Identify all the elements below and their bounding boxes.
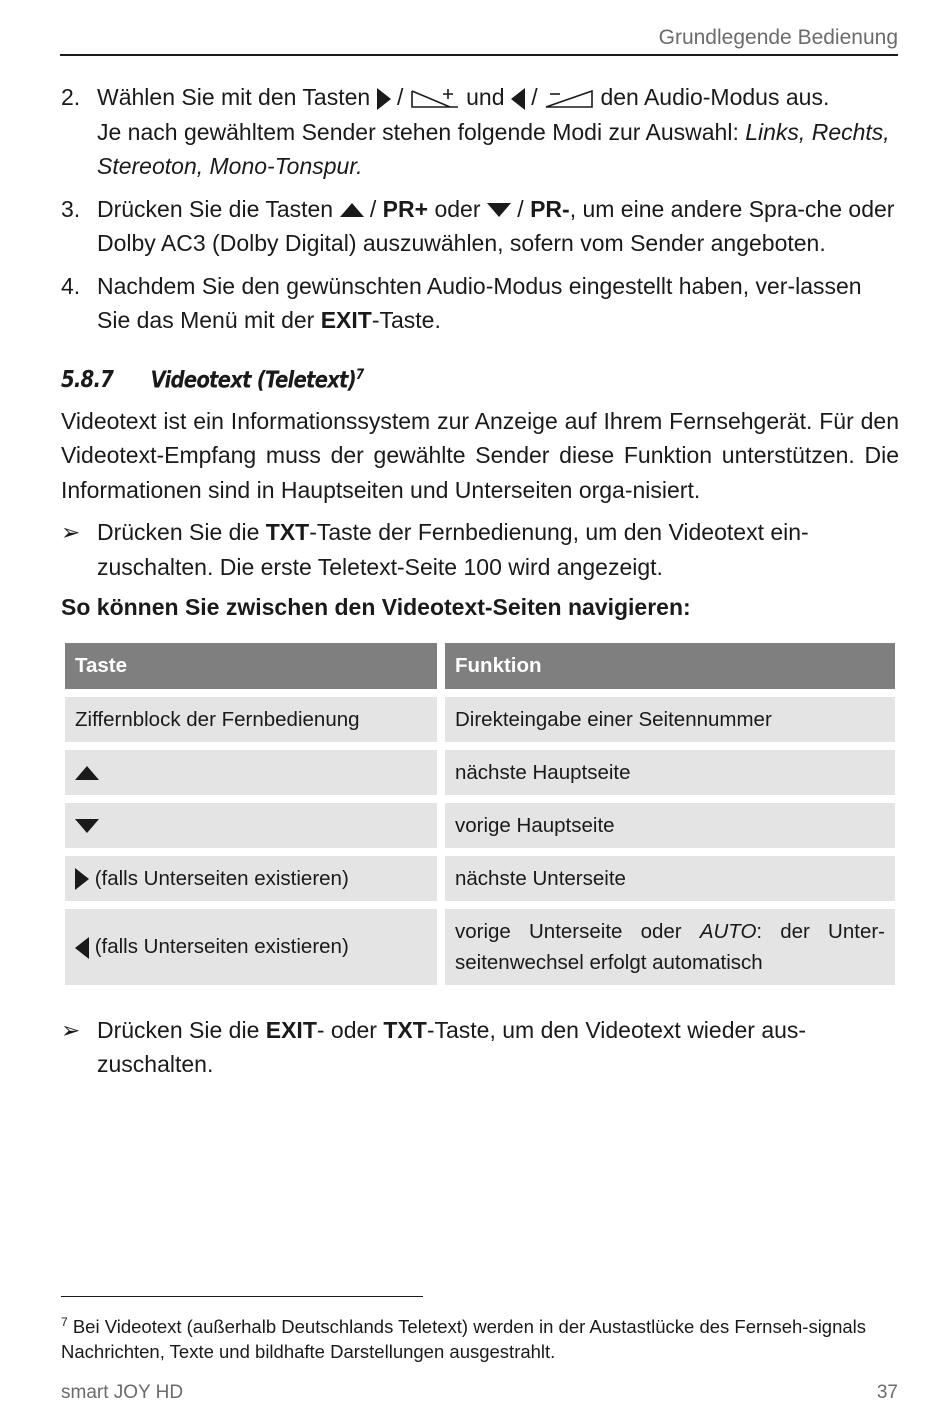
step-2 (61, 80, 899, 184)
key-cell (65, 750, 437, 795)
volume-down-icon (544, 87, 594, 111)
bullet-txt (61, 515, 899, 584)
footnote-ref: 7 (355, 366, 364, 383)
step-number: 3. (61, 195, 81, 222)
table-row (65, 750, 895, 795)
footnote (61, 1310, 891, 1364)
section-title: Videotext (Teletext) (150, 367, 356, 394)
table-row (65, 856, 895, 901)
right-triangle-icon (75, 868, 89, 890)
key-cell (65, 803, 437, 848)
bullet-exit (61, 1013, 899, 1082)
step-number: 2. (61, 84, 81, 110)
key-label: EXIT (320, 307, 372, 333)
bullet-text: Drücken Sie die (97, 519, 260, 546)
arrow-bullet-icon: ➢ (61, 1016, 81, 1043)
step-text: Wählen Sie mit den Tasten (97, 84, 371, 110)
step-text: -Taste. (371, 307, 441, 333)
function-cell (445, 909, 895, 985)
key-cell (65, 909, 437, 985)
bullet-text: - oder (316, 1016, 377, 1043)
step-text: Nachdem Sie den gewünschten Audio-Modus eingestellt haben, ver-lassen Sie das Menü mit der (97, 272, 862, 333)
key-note: (falls Unterseiten existieren) (94, 935, 349, 959)
function-cell: vorige Hauptseite (445, 803, 895, 848)
function-cell: Direkteingabe einer Seitennummer (445, 697, 895, 742)
section-number: 5.8.7 (61, 367, 114, 394)
step-text: den Audio-Modus aus. (600, 84, 830, 110)
footnote-divider (61, 1296, 423, 1297)
separator: / (517, 195, 524, 222)
key-cell (65, 856, 437, 901)
step-text: und (466, 84, 505, 110)
auto-label: AUTO (699, 919, 757, 943)
table-row (65, 697, 895, 742)
key-label: PR+ (382, 195, 429, 222)
function-text: vorige Unterseite oder (455, 919, 682, 943)
intro-paragraph: Videotext ist ein Informationssystem zur Anzeige auf Ihrem Fernsehgerät. Für den Videotext-Empfang muss der gewählte Sender diese Funktion unterstützen. Die Informationen sind in Hauptseiten und Unterseiten orga-nisiert. (61, 407, 899, 503)
page-header (60, 24, 898, 56)
key-label: EXIT (265, 1016, 317, 1043)
bullet-text: -Taste der Fernbedienung, um den Videotext ein-zuschalten. Die erste Teletext-Seite 100 wird angezeigt. (97, 519, 809, 580)
step-text: , um eine andere Spra-che oder Dolby AC3 (Dolby Digital) auszuwählen, sofern vom Sender angeboten. (97, 195, 895, 256)
page-content (61, 80, 899, 1082)
function-cell: nächste Unterseite (445, 856, 895, 901)
key-label: TXT (265, 519, 310, 546)
page-number: 37 (876, 1382, 898, 1403)
step-text: Drücken Sie die Tasten (97, 195, 334, 222)
up-triangle-icon (340, 203, 364, 217)
key-cell: Ziffernblock der Fernbedienung (65, 697, 437, 742)
separator: / (369, 195, 377, 222)
footnote-text: Bei Videotext (außerhalb Deutschlands Teletext) werden in der Austastlücke des Fernseh-signals Nachrichten, Texte und bildhafte Darstellungen ausgestrahlt. (61, 1316, 867, 1363)
function-cell: nächste Hauptseite (445, 750, 895, 795)
subheading: So können Sie zwischen den Videotext-Seiten navigieren: (61, 594, 691, 621)
down-triangle-icon (75, 819, 99, 833)
header-title: Grundlegende Bedienung (658, 26, 898, 49)
key-label: PR- (530, 195, 570, 222)
navigation-table (57, 635, 903, 993)
separator: / (396, 84, 404, 110)
up-triangle-icon (75, 766, 99, 780)
function-text: : der Unter-seitenwechsel erfolgt automatisch (455, 919, 886, 974)
left-triangle-icon (511, 88, 525, 110)
table-header-row (65, 643, 895, 689)
left-triangle-icon (75, 937, 89, 959)
table-row (65, 909, 895, 985)
audio-modes: Links, Rechts, Stereoton, Mono-Tonspur. (97, 118, 890, 179)
bullet-text: Drücken Sie die (97, 1016, 260, 1043)
arrow-bullet-icon: ➢ (61, 519, 81, 546)
separator: / (531, 84, 538, 110)
table-header: Funktion (445, 643, 895, 689)
key-note: (falls Unterseiten existieren) (94, 866, 349, 890)
bullet-text: -Taste, um den Videotext wieder aus-zuschalten. (97, 1016, 807, 1078)
page-footer (61, 1382, 898, 1404)
step-3 (61, 192, 899, 261)
footnote-number: 7 (61, 1315, 68, 1329)
table-row (65, 803, 895, 848)
step-text: oder (434, 195, 481, 222)
section-heading (61, 358, 782, 398)
right-triangle-icon (377, 88, 391, 110)
step-number: 4. (61, 272, 81, 299)
product-name: smart JOY HD (61, 1382, 184, 1403)
table-header: Taste (65, 643, 437, 689)
down-triangle-icon (487, 203, 511, 217)
volume-up-icon (410, 87, 460, 111)
key-label: TXT (383, 1016, 427, 1043)
step-4 (61, 269, 899, 338)
step-text: Je nach gewähltem Sender stehen folgende Modi zur Auswahl: (97, 118, 739, 145)
